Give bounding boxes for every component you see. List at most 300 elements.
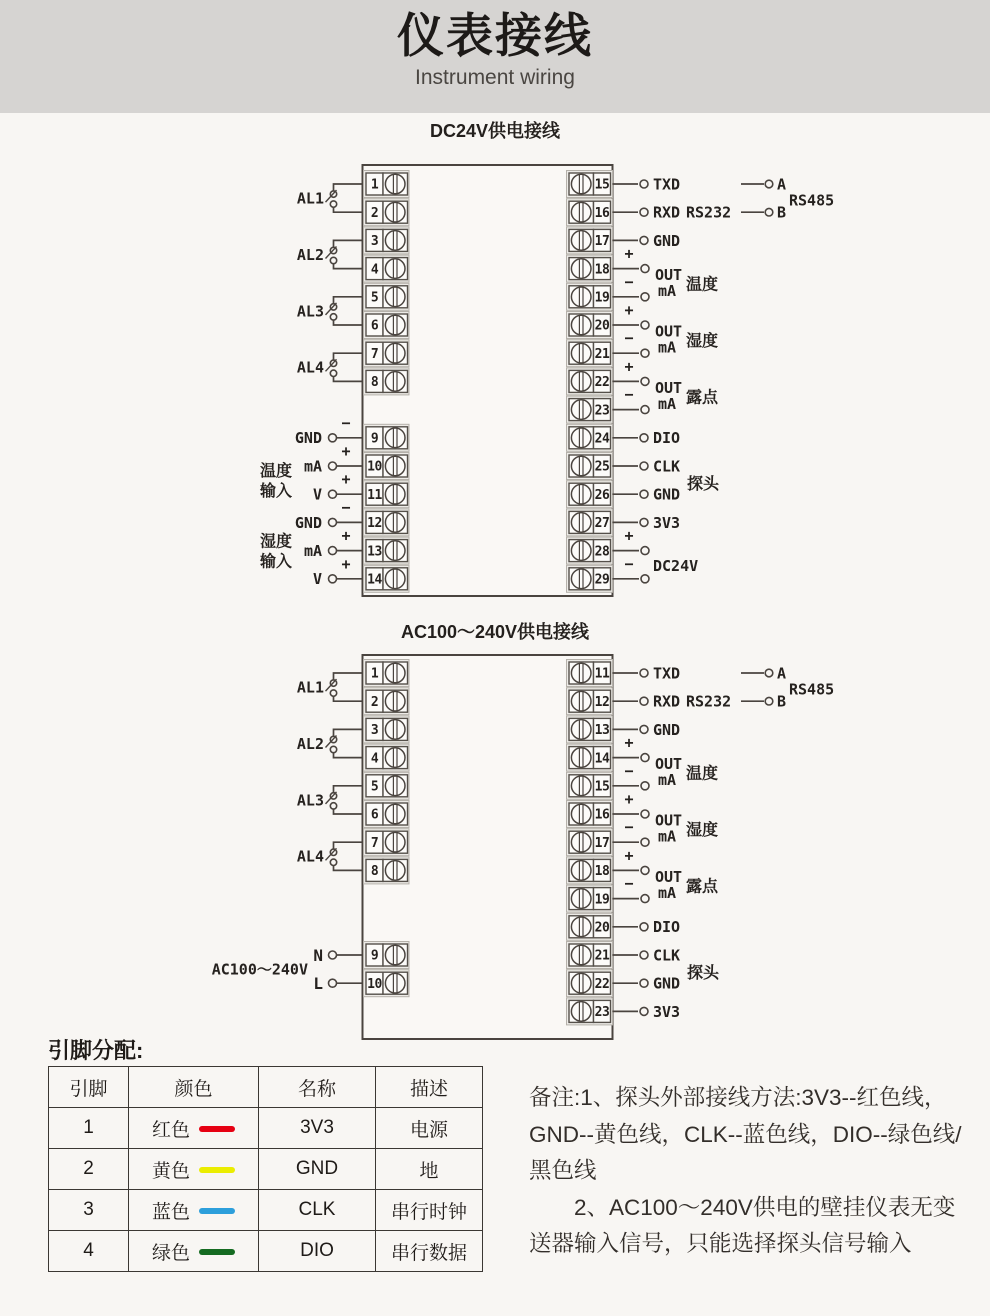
terminal-pin-19: [567, 885, 613, 912]
polarity-sign: +: [341, 442, 351, 460]
terminal-pin-19: [567, 283, 613, 310]
out-label: OUT: [655, 378, 683, 397]
pin-number: 7: [370, 346, 379, 362]
wire-end-node: [640, 434, 648, 442]
signal-label: GND: [653, 231, 681, 250]
pin-number: 21: [594, 346, 610, 362]
input-label: mA: [303, 542, 322, 560]
signal-CLK-pin-21: [613, 946, 681, 964]
alarm-switch-AL3: [297, 297, 363, 325]
input-GND-pin-9: [295, 414, 363, 447]
pin-table-header-cell: 颜色: [129, 1067, 259, 1108]
terminal-pin-4: [364, 255, 410, 282]
output-group-label: 湿度: [686, 821, 719, 839]
polarity-sign: +: [624, 244, 634, 263]
out-label: OUT: [655, 867, 683, 886]
output-group-label: 温度: [686, 276, 719, 294]
pin-number: 6: [370, 318, 379, 334]
terminal-pin-14: [567, 744, 613, 771]
signal-CLK-pin-25: [613, 457, 681, 475]
color-cell: 黄色: [129, 1149, 259, 1190]
dc-diagram-title: DC24V供电接线: [429, 121, 561, 141]
wire-end-node: [765, 208, 773, 216]
rs485-line-label: B: [777, 203, 787, 222]
terminal-pin-12: [567, 688, 613, 715]
polarity-sign: −: [624, 818, 634, 837]
pin-number: 19: [594, 892, 610, 908]
polarity-sign: −: [624, 554, 634, 573]
input-group-label: 输入: [259, 553, 293, 571]
polarity-sign: +: [341, 470, 351, 489]
signal-GND-pin-13: [613, 721, 681, 739]
signal-label: GND: [653, 974, 681, 993]
signal-label: RXD: [653, 203, 681, 222]
wire-end-node: [640, 518, 648, 526]
pin-table-header-cell: 引脚: [49, 1067, 129, 1108]
rs485-line-label: A: [777, 175, 787, 194]
color-swatch: [199, 1126, 235, 1132]
rs485-block: [741, 664, 834, 710]
rs485-label: RS485: [789, 191, 835, 210]
pin-table-row: [49, 1190, 483, 1231]
unit-label: mA: [658, 394, 677, 413]
signal-label: DIO: [653, 918, 681, 937]
page-subtitle: Instrument wiring: [415, 66, 575, 89]
color-swatch: [199, 1208, 235, 1214]
pin-number: 12: [367, 516, 382, 532]
terminal-pin-20: [567, 312, 613, 339]
terminal-pin-29: [567, 565, 613, 592]
signal-label: GND: [653, 485, 681, 504]
polarity-sign: +: [624, 526, 634, 545]
switch-label: AL3: [296, 302, 324, 321]
out-label: OUT: [655, 755, 683, 774]
polarity-sign: −: [341, 498, 351, 517]
wire-end-node: [640, 669, 648, 677]
pin-number: 8: [370, 864, 379, 880]
terminal-pin-16: [567, 801, 613, 828]
terminal-pin-22: [567, 368, 613, 395]
alarm-switch-AL1: [297, 673, 363, 701]
mains-tag: N: [313, 945, 323, 965]
out-label: OUT: [655, 322, 683, 341]
signal-label: DIO: [653, 429, 681, 448]
terminal-pin-5: [364, 772, 410, 799]
signal-label: CLK: [653, 457, 681, 476]
interface-label: RS232: [686, 203, 732, 222]
alarm-switch-AL2: [297, 729, 363, 757]
terminal-pin-21: [567, 942, 613, 969]
desc-cell: 地: [376, 1149, 483, 1190]
header-banner: [0, 0, 990, 113]
switch-label: AL4: [296, 847, 324, 866]
wire-end-node: [641, 547, 649, 555]
pin-number: 2: [370, 694, 379, 710]
pin-table-body: [49, 1108, 483, 1272]
mains-label: AC100～240V: [211, 960, 308, 979]
pin-number: 7: [370, 835, 379, 851]
pin-number: 9: [370, 431, 379, 447]
wire-end-node: [640, 951, 648, 959]
wire-end-node: [329, 434, 337, 442]
wire-end-node: [765, 669, 773, 677]
signal-label: 3V3: [653, 513, 681, 532]
pin-cell: 2: [49, 1149, 129, 1190]
output-group-label: 湿度: [686, 332, 719, 350]
pin-number: 18: [594, 262, 610, 278]
wire-end-node: [640, 725, 648, 733]
input-group-label: 温度: [259, 462, 293, 480]
input-label: V: [312, 570, 322, 589]
terminal-pin-13: [567, 716, 613, 743]
pin-number: 15: [594, 779, 610, 795]
mains-line-N: [313, 946, 362, 965]
wire-end-node: [329, 490, 337, 498]
pin-number: 26: [594, 487, 610, 503]
pin-number: 5: [370, 779, 379, 795]
signal-RXD-pin-12: [613, 693, 732, 711]
polarity-sign: −: [341, 413, 351, 432]
pin-number: 18: [594, 864, 610, 880]
desc-cell: 串行数据: [376, 1231, 483, 1272]
note-line: 送器输入信号，只能选择探头信号输入: [529, 1231, 912, 1256]
wire-end-node: [641, 265, 649, 273]
pin-cell: 3: [49, 1190, 129, 1231]
note-line: 黑色线: [529, 1158, 597, 1183]
terminal-pin-20: [567, 913, 613, 940]
signal-GND-pin-22: [613, 975, 681, 993]
pin-number: 14: [367, 572, 382, 588]
polarity-sign: +: [341, 554, 351, 573]
wire-end-node: [640, 208, 648, 216]
out-label: OUT: [655, 811, 683, 830]
wire-end-node: [640, 979, 648, 987]
terminal-pin-23: [567, 998, 613, 1025]
pin-table-header-cell: 描述: [376, 1067, 483, 1108]
pin-number: 1: [370, 177, 379, 193]
signal-label: CLK: [653, 946, 681, 965]
name-cell: CLK: [259, 1190, 376, 1231]
terminal-pin-15: [567, 171, 613, 198]
name-cell: DIO: [259, 1231, 376, 1272]
polarity-sign: +: [624, 733, 634, 752]
signal-RXD-pin-16: [613, 204, 732, 222]
terminal-pin-2: [364, 199, 410, 226]
terminal-pin-11: [364, 481, 410, 508]
pin-number: 15: [594, 177, 610, 193]
switch-label: AL3: [296, 791, 324, 810]
polarity-sign: −: [624, 329, 634, 348]
output-pair-露点: [613, 357, 720, 413]
terminal-pin-12: [364, 509, 410, 536]
pin-number: 19: [594, 290, 610, 306]
alarm-switch-AL2: [297, 240, 363, 268]
wire-end-node: [640, 1007, 648, 1015]
output-group-label: 露点: [686, 389, 719, 407]
pin-number: 3: [370, 234, 379, 250]
unit-label: mA: [658, 282, 677, 301]
pin-number: 8: [370, 375, 379, 391]
desc-cell: 电源: [376, 1108, 483, 1149]
polarity-sign: +: [341, 526, 351, 545]
pin-number: 22: [594, 976, 610, 992]
wire-end-node: [641, 293, 649, 301]
pin-number: 13: [594, 723, 610, 739]
terminal-pin-18: [567, 857, 613, 884]
color-cell: 绿色: [129, 1231, 259, 1272]
output-pair-露点: [613, 846, 720, 902]
terminal-pin-27: [567, 509, 613, 536]
terminal-pin-11: [567, 660, 613, 687]
pin-number: 27: [594, 516, 610, 532]
pin-number: 22: [594, 375, 610, 391]
switch-label: AL1: [296, 678, 324, 697]
pin-number: 1: [370, 666, 379, 682]
pin-cell: 1: [49, 1108, 129, 1149]
pin-number: 17: [594, 234, 610, 250]
input-group-label: 输入: [259, 482, 293, 500]
signal-3V3-pin-23: [613, 1003, 681, 1021]
switch-label: AL2: [296, 734, 324, 753]
pin-number: 25: [594, 459, 610, 475]
pin-number: 23: [594, 1005, 610, 1021]
terminal-pin-3: [364, 227, 410, 254]
wire-end-node: [640, 697, 648, 705]
ac-wiring-diagram: [0, 650, 990, 1050]
wire-end-node: [329, 951, 337, 959]
signal-label: TXD: [653, 664, 681, 683]
pin-number: 6: [370, 807, 379, 823]
terminal-pin-8: [364, 857, 410, 884]
signal-TXD-pin-15: [613, 175, 681, 193]
wire-end-node: [641, 349, 649, 357]
pin-table-row: [49, 1149, 483, 1190]
rs485-line-label: B: [777, 692, 787, 711]
signal-label: TXD: [653, 175, 681, 194]
polarity-sign: +: [624, 790, 634, 808]
unit-label: mA: [658, 827, 677, 846]
wire-end-node: [641, 575, 649, 583]
wire-end-node: [329, 518, 337, 526]
output-pair-DC24V: [613, 527, 699, 583]
pin-number: 13: [367, 544, 382, 560]
probe-group-label: 探头: [687, 475, 720, 493]
terminal-pin-9: [364, 424, 410, 451]
unit-label: mA: [658, 771, 677, 790]
terminal-pin-18: [567, 255, 613, 282]
name-cell: 3V3: [259, 1108, 376, 1149]
terminal-pin-22: [567, 970, 613, 997]
pin-number: 23: [594, 403, 610, 419]
wire-end-node: [329, 979, 337, 987]
pin-table-header-cell: 名称: [259, 1067, 376, 1108]
wire-end-node: [641, 838, 649, 846]
input-label: V: [312, 485, 322, 504]
terminal-pin-9: [364, 942, 410, 969]
pin-number: 11: [594, 666, 610, 682]
dc-wiring-diagram: [0, 150, 990, 610]
rs485-label: RS485: [789, 680, 835, 699]
ac-diagram-title: AC100～240V供电接线: [400, 622, 590, 642]
pin-table-row: [49, 1231, 483, 1272]
terminal-pin-16: [567, 199, 613, 226]
pin-number: 24: [594, 431, 610, 447]
color-cell: 蓝色: [129, 1190, 259, 1231]
pin-assignment-heading: 引脚分配:: [48, 1038, 144, 1063]
pin-number: 2: [370, 205, 379, 221]
terminal-pin-14: [364, 565, 410, 592]
terminal-pin-15: [567, 772, 613, 799]
terminal-pin-7: [364, 340, 410, 367]
color-swatch: [199, 1167, 235, 1173]
signal-DIO-pin-20: [613, 918, 681, 936]
wire-end-node: [640, 462, 648, 470]
input-label: GND: [294, 429, 322, 448]
terminal-pin-13: [364, 537, 410, 564]
pin-number: 4: [370, 751, 379, 767]
switch-label: AL1: [296, 189, 324, 208]
pin-number: 5: [370, 290, 379, 306]
notes-block: [529, 1080, 989, 1263]
wire-end-node: [765, 180, 773, 188]
pin-number: 16: [594, 205, 610, 221]
terminal-pin-24: [567, 424, 613, 451]
polarity-sign: +: [624, 357, 634, 376]
color-cell: 红色: [129, 1108, 259, 1149]
wire-end-node: [329, 575, 337, 583]
mains-tag: L: [313, 973, 323, 993]
wire-end-node: [641, 406, 649, 414]
probe-group-label: 探头: [687, 964, 720, 982]
interface-label: RS232: [686, 692, 732, 711]
alarm-switch-AL4: [297, 842, 363, 870]
terminal-pin-5: [364, 283, 410, 310]
terminal-pin-28: [567, 537, 613, 564]
input-GND-pin-12: [295, 498, 363, 531]
wire-end-node: [640, 490, 648, 498]
output-group-label: 露点: [686, 878, 719, 896]
pin-table-row: [49, 1108, 483, 1149]
terminal-pin-17: [567, 227, 613, 254]
polarity-sign: −: [624, 761, 634, 780]
rs485-block: [741, 175, 834, 221]
terminal-pin-4: [364, 744, 410, 771]
unit-label: mA: [658, 883, 677, 902]
note-line: 2、AC100～240V供电的壁挂仪表无变: [529, 1194, 956, 1220]
note-line: GND--黄色线，CLK--蓝色线，DIO--绿色线/: [529, 1121, 962, 1147]
pin-number: 29: [594, 572, 610, 588]
alarm-switch-AL3: [297, 786, 363, 814]
signal-label: GND: [653, 720, 681, 739]
pin-number: 14: [594, 751, 610, 767]
terminal-pin-8: [364, 368, 410, 395]
polarity-sign: −: [624, 874, 634, 893]
signal-GND-pin-17: [613, 232, 681, 250]
terminal-pin-17: [567, 829, 613, 856]
pin-number: 20: [594, 318, 610, 334]
signal-label: 3V3: [653, 1002, 681, 1021]
input-group-label: 湿度: [259, 533, 293, 551]
wire-end-node: [641, 321, 649, 329]
pin-number: 28: [594, 544, 610, 560]
terminal-pin-25: [567, 453, 613, 480]
pin-number: 12: [594, 694, 610, 710]
terminal-pin-26: [567, 481, 613, 508]
signal-DIO-pin-24: [613, 429, 681, 447]
signal-3V3-pin-27: [613, 514, 681, 532]
pin-assignment-table: [48, 1066, 483, 1272]
wire-end-node: [641, 810, 649, 818]
terminal-pin-10: [364, 453, 410, 480]
pin-number: 10: [367, 976, 382, 992]
pin-number: 11: [367, 487, 382, 503]
signal-label: RXD: [653, 692, 681, 711]
wire-end-node: [640, 923, 648, 931]
output-pair-温度: [613, 734, 719, 790]
out-label: OUT: [655, 266, 683, 285]
terminal-pin-1: [364, 660, 410, 687]
terminal-pin-2: [364, 688, 410, 715]
pin-number: 20: [594, 920, 610, 936]
wire-end-node: [329, 547, 337, 555]
output-group-label: 温度: [686, 765, 719, 783]
wire-end-node: [641, 754, 649, 762]
note-line: 备注:1、探头外部接线方法:3V3--红色线，: [529, 1085, 947, 1110]
pin-number: 4: [370, 262, 379, 278]
wire-end-node: [640, 236, 648, 244]
terminal-pin-6: [364, 312, 410, 339]
pin-number: 17: [594, 835, 610, 851]
polarity-sign: −: [624, 272, 634, 291]
rs485-line-label: A: [777, 664, 787, 683]
input-label: GND: [294, 513, 322, 532]
polarity-sign: −: [624, 385, 634, 404]
pin-number: 16: [594, 807, 610, 823]
terminal-pin-7: [364, 829, 410, 856]
pin-number: 21: [594, 948, 610, 964]
alarm-switch-AL4: [297, 353, 363, 381]
output-pair-温度: [613, 245, 719, 301]
terminal-pin-1: [364, 171, 410, 198]
desc-cell: 串行时钟: [376, 1190, 483, 1231]
switch-label: AL2: [296, 245, 324, 264]
signal-GND-pin-26: [613, 486, 681, 504]
signal-TXD-pin-11: [613, 664, 681, 682]
pin-table-header-row: [49, 1067, 483, 1108]
unit-label: mA: [658, 338, 677, 357]
page-title: 仪表接线: [397, 9, 593, 62]
pin-number: 3: [370, 723, 379, 739]
wire-end-node: [641, 895, 649, 903]
terminal-pin-21: [567, 340, 613, 367]
pin-cell: 4: [49, 1231, 129, 1272]
polarity-sign: +: [624, 301, 634, 319]
wire-end-node: [329, 462, 337, 470]
wire-end-node: [641, 866, 649, 874]
input-label: mA: [303, 457, 322, 476]
pair-label: DC24V: [653, 557, 699, 576]
wire-end-node: [765, 697, 773, 705]
alarm-switch-AL1: [297, 184, 363, 212]
terminal-pin-10: [364, 970, 410, 997]
color-swatch: [199, 1249, 235, 1255]
name-cell: GND: [259, 1149, 376, 1190]
pin-number: 10: [367, 459, 382, 475]
terminal-pin-6: [364, 801, 410, 828]
polarity-sign: +: [624, 846, 634, 865]
output-pair-湿度: [613, 301, 719, 357]
wire-end-node: [641, 782, 649, 790]
